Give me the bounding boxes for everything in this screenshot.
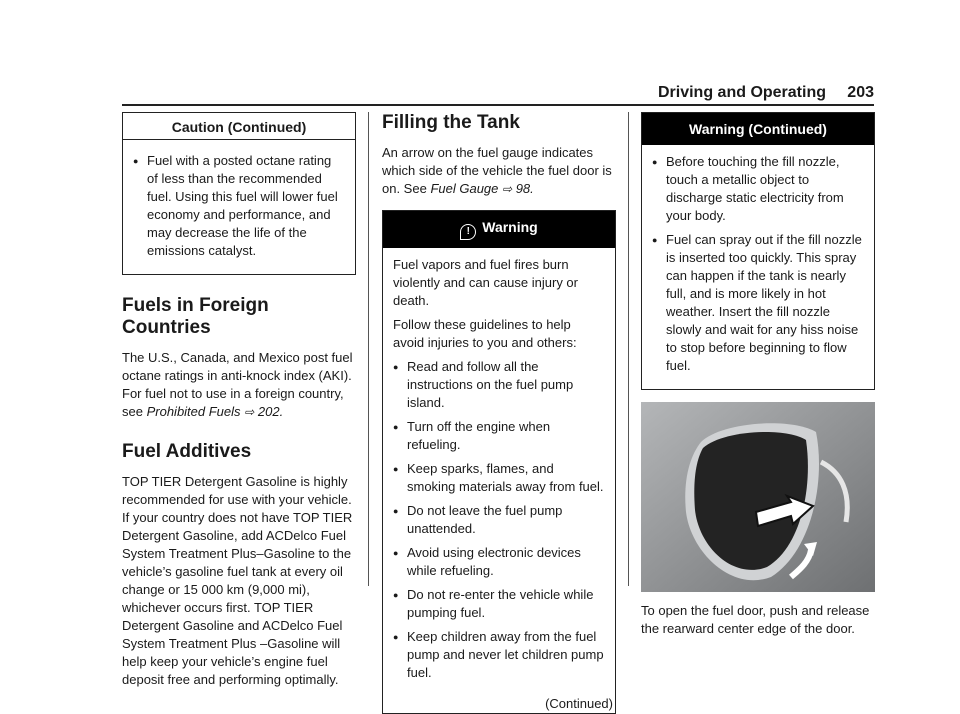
bullet-dot-icon: ● — [393, 548, 399, 558]
paragraph-filling: An arrow on the fuel gauge indicates which side of the vehicle the fuel door is on. See Fuel Gauge ⇨ 98. — [382, 145, 612, 196]
bullet-dot-icon: ● — [133, 156, 139, 166]
list-item: ● Fuel with a posted octane rating of less than the recommended fuel. Using this fuel will lower fuel economy and performance, and may decrease the life of the emissions catalyst. — [133, 153, 338, 258]
warning-bubble-icon: ! — [460, 224, 476, 240]
list-item: ● Do not leave the fuel pump unattended. — [393, 503, 563, 536]
photo-caption: To open the fuel door, push and release the rearward center edge of the door. — [641, 603, 870, 636]
bullet-dot-icon: ● — [393, 464, 399, 474]
link-prohibited-fuels[interactable]: Prohibited Fuels ⇨ 202. — [146, 404, 284, 419]
column-divider — [368, 112, 369, 586]
list-item: ● Do not re-enter the vehicle while pumping fuel. — [393, 587, 594, 620]
list-item: ● Keep sparks, flames, and smoking materials away from fuel. — [393, 461, 604, 494]
bullet-dot-icon: ● — [393, 632, 399, 642]
heading-fuel-additives: Fuel Additives — [122, 441, 252, 462]
warning-paragraph-2: Follow these guidelines to help avoid injuries to you and others: — [393, 317, 577, 350]
fuel-door-photo — [641, 402, 875, 592]
column-1 — [122, 112, 356, 695]
warning-continued-header: Warning (Continued) — [642, 113, 874, 145]
page-header — [122, 82, 874, 106]
paragraph-additives: TOP TIER Detergent Gasoline is highly recommended for use with your vehicle. If your country does not have TOP TIER Detergent Gasoline, add ACDelco Fuel System Treatment Plus–Gasoline to the vehicle’s gasoline fuel tank at every oil change or 15 000 km (9,000 mi), whichever occurs first. TOP TIER Detergent Gasoline and ACDelco Fuel System Treatment Plus –Gasoline will help keep your vehicle’s engine fuel deposit free and performing optimally. — [122, 474, 353, 687]
column-2 — [382, 112, 616, 714]
column-divider — [628, 112, 629, 586]
warning-continued-box — [641, 112, 875, 390]
caution-box — [122, 112, 356, 275]
bullet-dot-icon: ● — [393, 506, 399, 516]
fuel-door-illustration — [641, 402, 875, 592]
warning-paragraph-1: Fuel vapors and fuel fires burn violently and can cause injury or death. — [393, 257, 578, 308]
warning-box — [382, 210, 616, 714]
bullet-dot-icon: ● — [393, 362, 399, 372]
caution-title: Caution (Continued) — [123, 113, 355, 140]
section-title: Driving and Operating — [657, 84, 826, 101]
list-item: ● Turn off the engine when refueling. — [393, 419, 551, 452]
heading-fuels-foreign: Fuels in Foreign Countries — [122, 295, 269, 338]
paragraph-foreign: The U.S., Canada, and Mexico post fuel octane ratings in anti-knock index (AKI). For fuel not to use in a foreign country, see Prohibited Fuels ⇨ 202. — [122, 350, 353, 419]
list-item: ● Fuel can spray out if the fill nozzle is inserted too quickly. This spray can happen if the tank is nearly full, and is more likely in hot weather. Insert the fill nozzle slowly and wait for any hiss noise to stop before beginning to flow fuel. — [652, 232, 862, 373]
list-item: ● Keep children away from the fuel pump and never let children pump fuel. — [393, 629, 604, 680]
heading-filling-tank: Filling the Tank — [382, 112, 520, 133]
bullet-dot-icon: ● — [393, 590, 399, 600]
bullet-dot-icon: ● — [652, 235, 658, 245]
list-item: ● Avoid using electronic devices while refueling. — [393, 545, 581, 578]
page-number: 203 — [847, 84, 874, 101]
list-item: ● Read and follow all the instructions on the fuel pump island. — [393, 359, 574, 410]
link-fuel-gauge[interactable]: Fuel Gauge ⇨ 98. — [430, 181, 534, 196]
column-3 — [641, 112, 875, 638]
warning-header: ! Warning — [383, 211, 615, 248]
continued-label: (Continued) — [545, 696, 613, 711]
bullet-dot-icon: ● — [652, 157, 658, 167]
bullet-dot-icon: ● — [393, 422, 399, 432]
list-item: ● Before touching the fill nozzle, touch a metallic object to discharge static electricity from your body. — [652, 154, 844, 223]
